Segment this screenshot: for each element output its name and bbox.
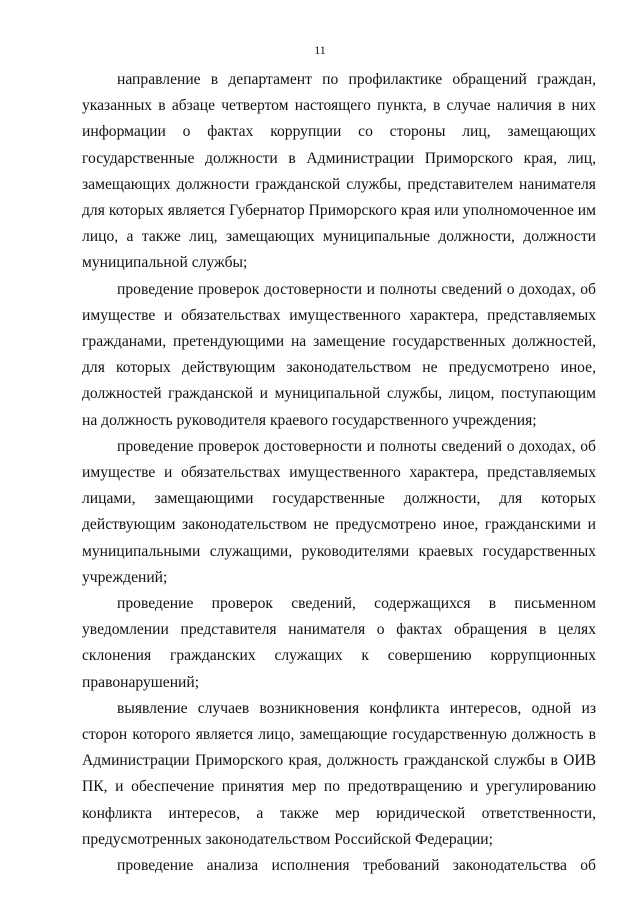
paragraph-conflict-of-interest: выявление случаев возникновения конфликта интересов, одной из сторон которого является лицо, замещающие государственную должность в Администрации Приморского края, должность гражданской службы в ОИВ ПК, и обеспечение принятия мер по предотвращению и урегулированию конфликта интересов, а также мер юридической ответственности, предусмотренных законодательством Российской Федерации; [82,699,596,848]
paragraph-checks-candidates: проведение проверок достоверности и полноты сведений о доходах, об имуществе и обязательствах имущественного характера, представляемых гражданами, претендующими на замещение государственных должностей, для которых действующим законодательством не предусмотрено иное, должностей гражданской и муниципальной службы, лицом, поступающим на должность руководителя краевого государственного учреждения; [82,280,596,429]
paragraph-checks-officials: проведение проверок достоверности и полноты сведений о доходах, об имуществе и обязательствах имущественного характера, представляемых лицами, замещающими государственные должности, для которых действующим законодательством не предусмотрено иное, гражданскими и муниципальными служащими, руководителями краевых государственных учреждений; [82,437,596,586]
paragraph-analysis-requirements: проведение анализа исполнения требований законодательства об [117,857,596,875]
paragraph-referral-department: направление в департамент по профилактике обращений граждан, указанных в абзаце четвертом настоящего пункта, в случае наличия в них информации о фактах коррупции со стороны лиц, замещающих государственные должности в Администрации Приморского края, лиц, замещающих должности гражданской службы, представителем нанимателя для которых является Губернатор Приморского края или уполномоченное им лицо, а также лиц, замещающих муниципальные должности, должности муниципальной службы; [82,71,596,272]
document-body [82,67,596,879]
page-number: 11 [314,43,326,57]
paragraph-checks-notifications: проведение проверок сведений, содержащихся в письменном уведомлении представителя нанимателя о фактах обращения в целях склонения гражданских служащих к совершению коррупционных правонарушений; [82,595,596,691]
